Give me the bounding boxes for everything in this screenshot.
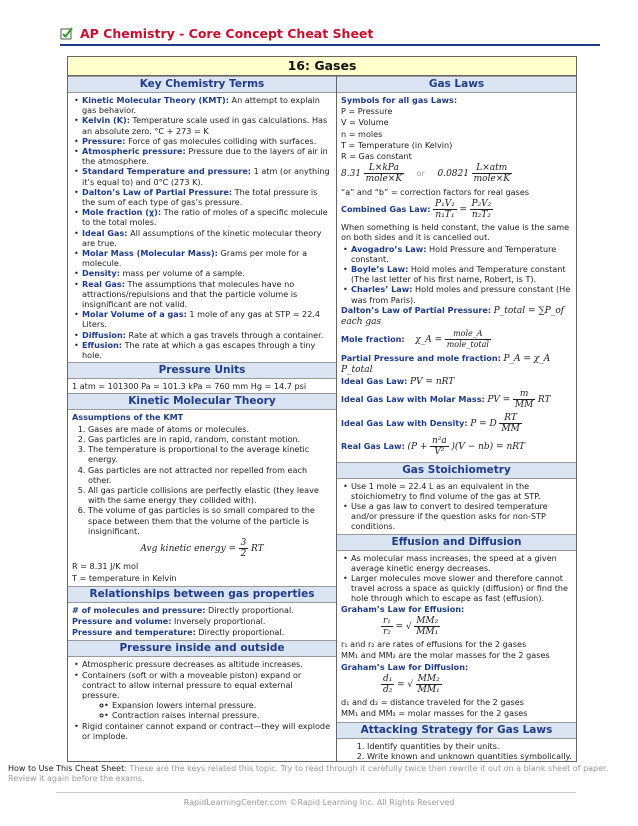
symbol-row: P = Pressure — [341, 106, 393, 117]
g-dif-lnum: d₁ — [383, 673, 393, 684]
list-item — [82, 146, 332, 166]
list-item: • Use 1 mole = 22.4 L as an equivalent in the stoichiometry to find volume of the gas at STP. — [351, 481, 572, 501]
real-eq-fraction — [430, 436, 449, 457]
list-item — [82, 330, 332, 340]
list-item — [82, 670, 332, 721]
ke-lhs: Avg kinetic energy = — [140, 544, 237, 555]
list-item — [82, 268, 332, 278]
right-column — [337, 76, 576, 761]
relationship-row — [72, 616, 332, 626]
term-name: Mole fraction (χ): — [82, 207, 162, 218]
kmt-content — [68, 410, 336, 585]
graham-diffusion-eq: $\frac{\text{d₁}}{\text{d₂}}$ = √ $\frac{\text{MM₂}}{\text{MM₁}}$ — [383, 673, 440, 695]
list-item — [82, 248, 332, 268]
sub-list-item: • ◦ Contraction raises internal pressure. — [112, 710, 332, 720]
sub-list — [82, 700, 332, 720]
r2-num: L×atm — [472, 163, 512, 174]
pressure-units: 1 atm = 101300 Pa = 101.3 kPa = 760 mm Hg = 14.7 psi — [72, 381, 307, 392]
rel-key: Pressure and temperature: — [72, 627, 196, 638]
symbol-row: T = Temperature (in Kelvin) — [341, 139, 453, 150]
t-value: T = temperature in Kelvin — [72, 572, 177, 583]
section-title-pressure-units: Pressure Units — [68, 362, 336, 379]
section-title-key-terms: Key Chemistry Terms — [68, 76, 336, 93]
real-eq-b: )(V − nb) = nRT — [451, 442, 525, 453]
list-item — [82, 115, 332, 135]
term-def: Grams per mole for a molecule. — [82, 248, 308, 269]
list-item: 4. Gas particles are not attracted nor repelled from each other. — [88, 465, 332, 485]
g-eff-rden: MM₁ — [416, 626, 439, 637]
list-item: • Larger molecules move slower and therefore cannot travel across a space as quickly (diffusion) or find the hole through which to escape as fast (effusion). — [351, 573, 572, 604]
list-item — [82, 207, 332, 227]
term-def: mass per volume of a sample. — [119, 268, 245, 279]
law-name: Boyle’s Law: — [351, 264, 409, 275]
list-item — [82, 187, 332, 207]
section-title-strategy: Attacking Strategy for Gas Laws — [337, 722, 576, 739]
graham-eff-left — [381, 616, 393, 637]
strategy — [337, 739, 576, 761]
combined-label: Combined Gas Law: — [341, 204, 431, 215]
r1-fraction — [364, 163, 404, 184]
list-item — [351, 284, 572, 304]
g-eff-rnum: MM₂ — [416, 615, 439, 626]
term-name: Atmospheric pressure: — [82, 146, 186, 157]
law-def: Hold Pressure and Temperature constant. — [351, 243, 557, 264]
ideal-mm-den: MM — [514, 400, 534, 411]
stoichiometry — [337, 479, 576, 534]
ideal-mm-fraction — [513, 389, 535, 410]
list-item — [82, 340, 332, 360]
page-header — [60, 24, 600, 44]
symbol-row: R = Gas constant — [341, 151, 412, 162]
section-title-kmt: Kinetic Molecular Theory — [68, 393, 336, 410]
combined-r-num: P₂V₂ — [471, 198, 492, 209]
list-item — [351, 244, 572, 264]
graham-diffusion-label: Graham’s Law for Diffusion: — [341, 661, 469, 672]
term-def: 1 atm (or anything it’s equal to) and 0°C (273 K). — [82, 166, 330, 187]
effusion-list — [341, 553, 572, 604]
ke-num: 3 — [240, 537, 247, 548]
g-eff-lden: r₂ — [383, 626, 391, 637]
copyright: RapidLearningCenter.com ©Rapid Learning Inc. All Rights Reserved — [183, 798, 455, 807]
ideal-eq: PV = nRT — [410, 377, 455, 388]
term-def: The ratio of moles of a specific molecule to the total moles. — [82, 207, 328, 228]
pressure-inout — [68, 657, 336, 743]
stoich-list — [341, 481, 572, 532]
r2-coef: 0.0821 — [437, 169, 469, 180]
cheat-sheet — [67, 56, 577, 762]
combined-left — [433, 199, 457, 220]
list-item: 3. The temperature is proportional to the average kinetic energy. — [88, 444, 332, 464]
list-item: 1. Identify quantities by their units. — [367, 741, 572, 751]
ideal-gas-density — [341, 413, 572, 434]
rel-val: Directly proportional. — [205, 604, 294, 615]
term-def: An attempt to explain gas behavior. — [82, 95, 320, 116]
molefrac-den: mole_total — [446, 340, 489, 350]
ideal-gas-molar-mass — [341, 389, 572, 410]
section-title-relationships: Relationships between gas properties — [68, 586, 336, 603]
graham-eff-note: MM₁ and MM₂ are the molar masses for the 2 gases — [341, 650, 550, 661]
section-title-effusion: Effusion and Diffusion — [337, 534, 576, 551]
term-def: The total pressure is the sum of each type of gas’s pressure. — [82, 186, 318, 208]
list-item — [82, 228, 332, 248]
header-rule — [60, 44, 600, 46]
ke-fraction — [239, 538, 249, 559]
ideal-d-lhs: P = D — [470, 418, 497, 429]
term-name: Standard Temperature and pressure: — [82, 166, 252, 177]
ideal-mm-lhs: PV = — [487, 395, 511, 406]
real-eq-a: (P + — [407, 442, 428, 453]
real-gas-law — [341, 436, 572, 457]
symbol-row: n = moles — [341, 128, 383, 139]
ke-rhs: RT — [250, 544, 264, 555]
term-def: Pressure due to the layers of air in the atmosphere. — [82, 146, 328, 167]
graham-dif-note: MM₁ and MM₂ = molar masses for the 2 gases — [341, 708, 528, 719]
real-eq-num: n²a — [431, 436, 447, 447]
kmt-list — [72, 424, 332, 536]
combined-l-num: P₁V₁ — [435, 198, 455, 209]
how-to-use — [8, 764, 634, 784]
real-eq-den: V² — [434, 447, 445, 458]
r1-den: mole×K — [365, 174, 403, 185]
graham-eff-right — [414, 616, 440, 637]
pressure-inout-list — [72, 659, 332, 741]
term-name: Molar Mass (Molecular Mass): — [82, 248, 218, 259]
molefrac-fraction — [445, 329, 491, 350]
term-name: Pressure: — [82, 135, 126, 146]
law-def: Hold moles and pressure constant (He was from Paris). — [351, 284, 571, 305]
ideal-mm-rhs: RT — [537, 395, 551, 406]
ideal-d-label: Ideal Gas Law with Density: — [341, 417, 468, 428]
page-title: AP Chemistry - Core Concept Cheat Sheet — [80, 26, 374, 41]
section-title-pressure-inout: Pressure inside and outside — [68, 640, 336, 657]
partial-pressure — [341, 353, 572, 375]
how-to-label: How to Use This Cheat Sheet — [8, 764, 125, 773]
r1-coef: 8.31 — [341, 169, 362, 180]
r2-den: mole×K — [473, 174, 510, 185]
ideal-mm-label: Ideal Gas Law with Molar Mass: — [341, 394, 485, 405]
strategy-list — [341, 741, 572, 761]
r2-fraction — [472, 163, 512, 184]
law-name: Avogadro’s Law: — [351, 243, 427, 254]
ideal-d-num: RT — [499, 413, 521, 424]
graham-dif-note: d₁ and d₂ = distance traveled for the 2 gases — [341, 697, 524, 708]
list-item: • Use a gas law to convert to desired temperature and/or pressure if the question asks for non-STP conditions. — [351, 501, 572, 532]
list-item: 6. The volume of gas particles is so small compared to the space between them that the volume of the particle is insignificant. — [88, 505, 332, 536]
molefrac-lhs: χ_A = — [415, 335, 443, 346]
dalton-label: Dalton’s Law of Partial Pressure: — [341, 304, 492, 315]
topic-title: 16: Gases — [68, 57, 576, 76]
partial-label: Partial Pressure and mole fraction: — [341, 352, 501, 363]
kinetic-energy-equation — [72, 538, 332, 559]
key-terms-list — [72, 95, 332, 360]
combined-r-den: n₂T₂ — [471, 210, 491, 221]
correction-note: “a” and “b” = correction factors for real gases — [341, 186, 530, 197]
law-def: Hold moles and Temperature constant (The last letter of his first name, Robert, is T). — [351, 264, 566, 285]
term-def: All assumptions of the kinetic molecular theory are true. — [82, 227, 322, 248]
rel-val: Inversely proportional. — [171, 615, 266, 626]
list-item — [82, 166, 332, 186]
graham-dif-left — [381, 674, 394, 695]
graham-effusion-label: Graham’s Law for Effusion: — [341, 603, 465, 614]
list-item: 1. Gases are made of atoms or molecules. — [88, 424, 332, 434]
term-def: Temperature scale used in gas calculations. Has an absolute zero. °C + 273 = K — [82, 115, 328, 136]
gas-constant-equation — [341, 163, 572, 184]
rel-key: Pressure and volume: — [72, 615, 172, 626]
partial-eq: P_A = χ_A P_total — [341, 353, 551, 375]
relationships — [68, 603, 336, 641]
term-def: Rate at which a gas travels through a container. — [125, 329, 324, 340]
g-eff-lnum: r₁ — [383, 615, 391, 626]
ideal-d-den: MM — [501, 423, 520, 434]
symbols-list — [341, 106, 572, 161]
symbols-heading: Symbols for all gas Laws: — [341, 95, 458, 105]
mole-fraction — [341, 329, 572, 350]
r-value: R = 8.31 J/K mol — [72, 561, 139, 572]
term-def: The rate at which a gas escapes through a tiny hole. — [82, 339, 316, 361]
term-def: 1 mole of any gas at STP = 22.4 Liters. — [82, 309, 321, 330]
ke-den: 2 — [240, 549, 247, 560]
footer-rule — [56, 792, 576, 793]
ideal-d-fraction — [499, 413, 521, 434]
how-to-text: : These are the keys related this topic. Try to read through it carefully twice then rewrite it out on a blank sheet of paper. Review it again before the exams. — [8, 764, 609, 783]
or-text: or — [416, 168, 425, 179]
dalton-eq: P_total = ∑P_of each gas — [341, 305, 565, 328]
graham-dif-right — [416, 674, 442, 695]
term-name: Ideal Gas: — [82, 227, 128, 238]
list-item: • Atmospheric pressure decreases as altitude increases. — [82, 659, 332, 669]
g-dif-rnum: MM₂ — [417, 673, 440, 684]
symbol-row: V = Volume — [341, 117, 389, 128]
real-label: Real Gas Law: — [341, 441, 405, 452]
g-dif-rden: MM₁ — [417, 684, 440, 695]
rel-key: # of molecules and pressure: — [72, 604, 206, 615]
combined-gas-law: Combined Gas Law: $\frac{\text{P₁V₁}}{\text{n₁T₁}}$ = $\frac{\text{P₂V₂}}{\text{n₂T₂}}$ — [341, 198, 492, 221]
list-item — [82, 95, 332, 115]
laws-list — [341, 244, 572, 305]
list-item: 5. All gas particle collisions are perfectly elastic (they leave with the same energy they collided with). — [88, 485, 332, 505]
graham-eff-note: r₁ and r₂ are rates of effusions for the 2 gases — [341, 639, 527, 650]
left-column — [68, 76, 337, 761]
constant-note: When something is held constant, the value is the same on both sides and it is cancelled out. — [341, 222, 570, 243]
effusion-diffusion — [337, 551, 576, 722]
g-dif-lden: d₂ — [383, 684, 393, 695]
sub-list-item: • ◦ Expansion lowers internal pressure. — [112, 700, 332, 710]
inout-text: Containers (soft or with a moveable piston) expand or contract to allow internal pressure to equal external pressure. — [82, 669, 302, 700]
term-name: Diffusion: — [82, 329, 126, 340]
combined-l-den: n₁T₁ — [435, 210, 455, 221]
term-name: Molar Volume of a gas: — [82, 309, 187, 320]
term-name: Effusion: — [82, 339, 122, 350]
term-def: The assumptions that molecules have no attractions/repulsions and that the particle volume is insignificant are not valid. — [82, 278, 298, 310]
graham-effusion-eq: $\frac{\text{r₁}}{\text{r₂}}$ = √ $\frac{\text{MM₂}}{\text{MM₁}}$ — [383, 615, 439, 637]
section-title-stoichiometry: Gas Stoichiometry — [337, 462, 576, 479]
term-def: Force of gas molecules colliding with surfaces. — [125, 135, 317, 146]
term-name: Dalton’s Law of Partial Pressure: — [82, 186, 233, 197]
section-title-gas-laws: Gas Laws — [337, 76, 576, 93]
list-item: 2. Write known and unknown quantities symbolically. — [367, 751, 572, 761]
term-name: Kelvin (K): — [82, 115, 130, 126]
relationship-row — [72, 627, 332, 637]
ideal-label: Ideal Gas Law: — [341, 376, 408, 387]
list-item — [82, 279, 332, 310]
list-item — [351, 264, 572, 284]
law-name: Charles’ Law: — [351, 284, 413, 295]
term-name: Density: — [82, 268, 120, 279]
list-item: • Rigid container cannot expand or contract—they will explode or implode. — [82, 721, 332, 741]
dalton-law — [341, 305, 572, 327]
list-item: • As molecular mass increases, the speed at a given average kinetic energy decreases. — [351, 553, 572, 573]
kmt-subtitle: Assumptions of the KMT — [72, 412, 184, 423]
checkmark-pencil-icon — [60, 26, 74, 40]
gas-laws — [337, 93, 576, 462]
list-item: 2. Gas particles are in rapid, random, constant motion. — [88, 434, 332, 444]
ideal-mm-num: m — [513, 389, 535, 400]
molefrac-label: Mole fraction: — [341, 334, 405, 345]
key-terms — [68, 93, 336, 362]
molefrac-num: mole_A — [445, 329, 491, 340]
combined-right — [470, 199, 494, 220]
rel-val: Directly proportional. — [195, 627, 285, 638]
list-item — [82, 136, 332, 146]
term-name: Real Gas: — [82, 278, 125, 289]
list-item — [82, 309, 332, 329]
relationship-row — [72, 605, 332, 615]
ideal-gas-law — [341, 376, 572, 387]
term-name: Kinetic Molecular Theory (KMT): — [82, 95, 229, 105]
r1-num: L×kPa — [364, 163, 404, 174]
